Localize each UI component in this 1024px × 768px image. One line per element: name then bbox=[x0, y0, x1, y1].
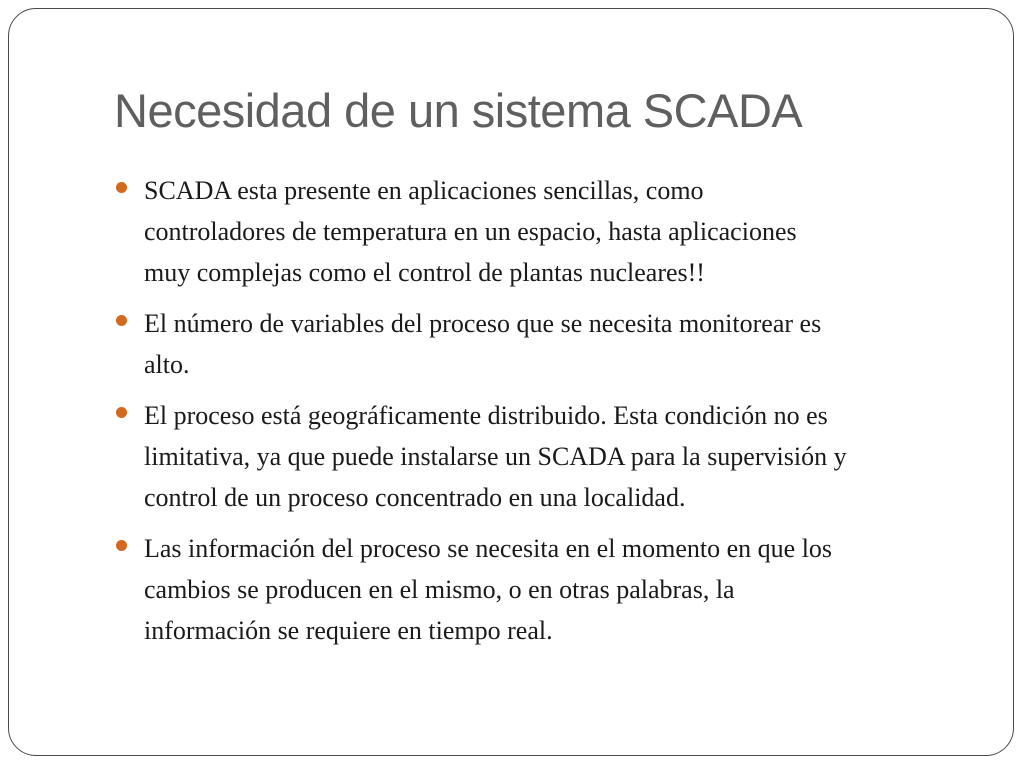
bullet-dot-icon bbox=[116, 182, 127, 193]
slide-title: Necesidad de un sistema SCADA bbox=[114, 84, 803, 137]
bullet-item-1 bbox=[114, 170, 964, 293]
bullet-line: El proceso está geográficamente distribuido. Esta condición no es bbox=[144, 401, 828, 430]
bullet-line: muy complejas como el control de plantas nucleares!! bbox=[144, 258, 705, 287]
bullet-dot-icon bbox=[116, 540, 127, 551]
bullet-line: El número de variables del proceso que se necesita monitorear es bbox=[144, 309, 822, 338]
bullet-line: control de un proceso concentrado en una localidad. bbox=[144, 483, 686, 512]
bullet-list bbox=[114, 170, 964, 661]
bullet-line: limitativa, ya que puede instalarse un SCADA para la supervisión y bbox=[144, 442, 847, 471]
bullet-line: alto. bbox=[144, 350, 190, 379]
bullet-item-3 bbox=[114, 395, 964, 518]
bullet-line: controladores de temperatura en un espacio, hasta aplicaciones bbox=[144, 217, 797, 246]
bullet-line: información se requiere en tiempo real. bbox=[144, 616, 553, 645]
bullet-line: cambios se producen en el mismo, o en otras palabras, la bbox=[144, 575, 735, 604]
bullet-item-2 bbox=[114, 303, 964, 385]
bullet-line: Las información del proceso se necesita en el momento en que los bbox=[144, 534, 833, 563]
bullet-item-4 bbox=[114, 528, 964, 651]
bullet-dot-icon bbox=[116, 407, 127, 418]
bullet-dot-icon bbox=[116, 315, 127, 326]
bullet-line: SCADA esta presente en aplicaciones sencillas, como bbox=[144, 176, 704, 205]
